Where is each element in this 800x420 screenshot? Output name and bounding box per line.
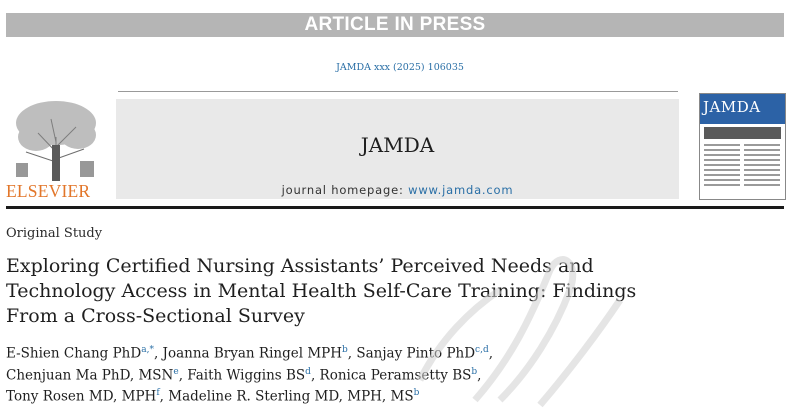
author-line xyxy=(6,384,706,406)
homepage-link[interactable]: www.jamda.com xyxy=(408,183,514,197)
author-name[interactable]: Madeline R. Sterling MD, MPH, MS xyxy=(168,388,414,405)
elsevier-wordmark: ELSEVIER xyxy=(6,181,91,201)
author-affiliation[interactable]: c,d xyxy=(475,345,489,355)
author-separator: , xyxy=(347,345,357,362)
article-title-line: From a Cross-Sectional Survey xyxy=(6,305,305,327)
author-separator: , xyxy=(477,367,482,383)
author-list xyxy=(6,341,706,406)
article-title-line: Technology Access in Mental Health Self-Care Training: Findings xyxy=(6,280,637,302)
author-name[interactable]: Faith Wiggins BS xyxy=(187,367,306,383)
cover-page-lines-icon xyxy=(700,124,785,199)
article-type: Original Study xyxy=(6,226,103,241)
author-affiliation[interactable]: b xyxy=(342,345,348,355)
author-affiliation[interactable]: d xyxy=(305,366,311,377)
journal-banner xyxy=(116,99,679,199)
author-name[interactable]: Sanjay Pinto PhD xyxy=(356,345,476,362)
author-affiliation[interactable]: b xyxy=(413,388,420,398)
author-affiliation[interactable]: b xyxy=(471,366,478,377)
article-title-line: Exploring Certified Nursing Assistants’ Perceived Needs and xyxy=(6,255,594,277)
author-name[interactable]: Ronica Peramsetty BS xyxy=(319,367,472,383)
journal-cover-thumbnail[interactable] xyxy=(699,93,786,200)
author-line xyxy=(6,363,706,385)
author-separator: , xyxy=(178,367,188,383)
journal-title: JAMDA xyxy=(360,133,435,157)
cover-title: JAMDA xyxy=(700,94,785,124)
author-affiliation[interactable]: f xyxy=(156,388,160,398)
author-separator: , xyxy=(153,345,163,362)
author-line xyxy=(6,341,706,363)
author-separator: , xyxy=(488,345,494,362)
article-in-press-banner: ARTICLE IN PRESS xyxy=(6,13,784,37)
header-divider xyxy=(118,91,678,92)
author-affiliation[interactable]: e xyxy=(173,366,179,377)
author-name[interactable]: E-Shien Chang PhD xyxy=(6,345,142,362)
author-separator: , xyxy=(310,367,320,383)
article-title xyxy=(6,254,666,329)
author-name[interactable]: Chenjuan Ma PhD, MSN xyxy=(6,367,174,383)
journal-citation[interactable]: JAMDA xxx (2025) 106035 xyxy=(336,62,464,73)
journal-homepage xyxy=(116,183,679,197)
author-separator: , xyxy=(159,388,169,405)
author-affiliation[interactable]: a,* xyxy=(141,345,154,355)
author-name[interactable]: Joanna Bryan Ringel MPH xyxy=(162,345,342,362)
homepage-label: journal homepage: xyxy=(281,183,404,197)
masthead-divider xyxy=(6,206,784,209)
author-name[interactable]: Tony Rosen MD, MPH xyxy=(6,388,157,405)
